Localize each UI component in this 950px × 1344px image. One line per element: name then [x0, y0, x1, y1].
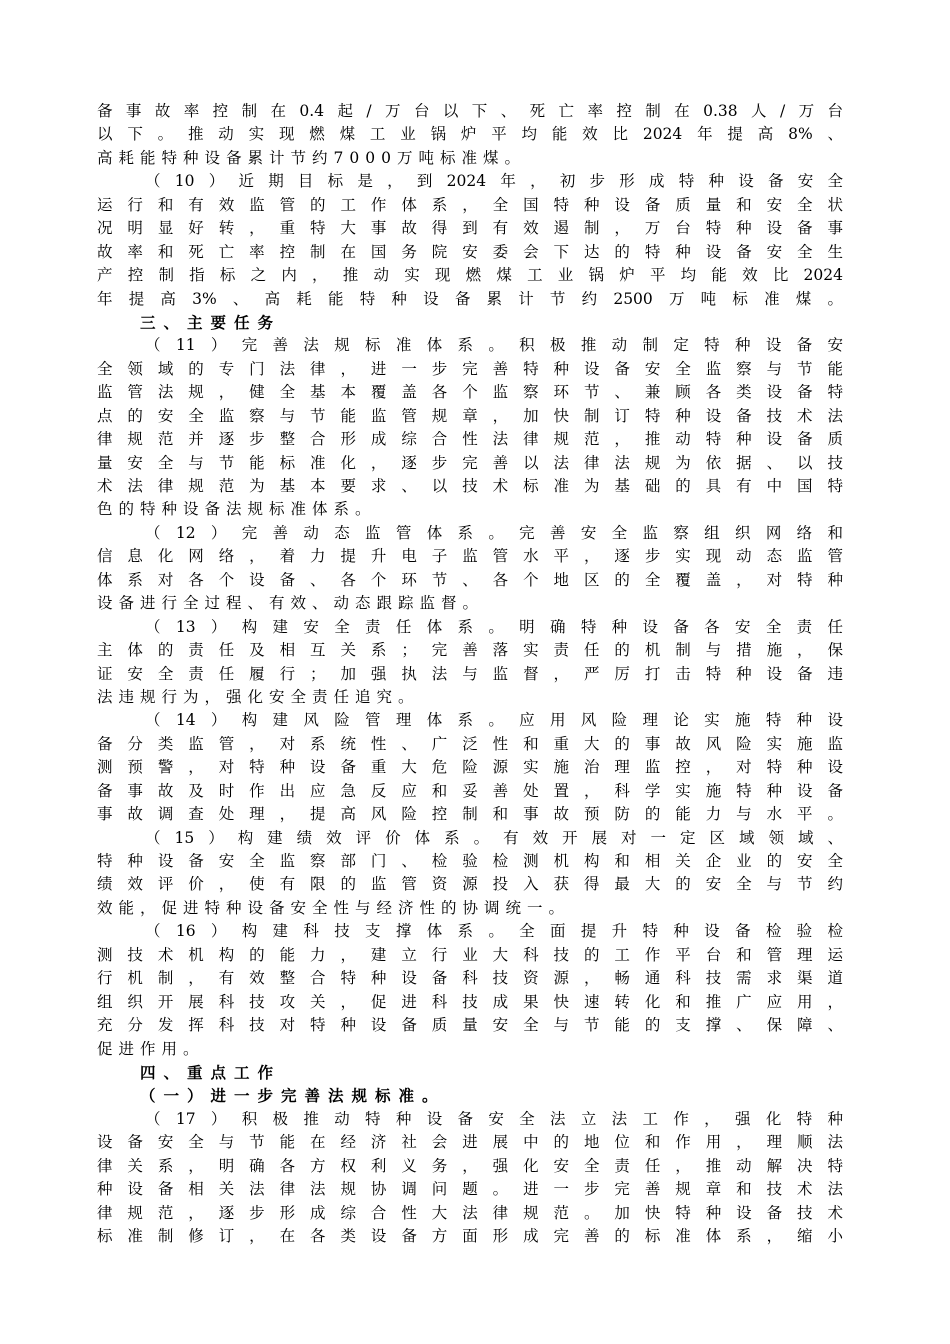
text-line: 色的特种设备法规标准体系。: [97, 500, 377, 519]
paragraph-start-14: （14）构建风险管理体系。应用风险理论实施特种设: [145, 711, 843, 730]
text-line: 促进作用。: [97, 1039, 205, 1058]
text-line: 组织开展科技攻关，促进科技成果快速转化和推广应用，: [97, 992, 843, 1011]
text-line: 监管法规，健全基本覆盖各个监察环节、兼顾各类设备特: [97, 383, 843, 402]
paragraph-start-16: （16）构建科技支撑体系。全面提升特种设备检验检: [145, 922, 843, 941]
text-line: 术法律规范为基本要求、以技术标准为基础的具有中国特: [97, 477, 843, 495]
text-line: 绩效评价，使有限的监管资源投入获得最大的安全与节约: [97, 875, 843, 894]
text-line: 效能，促进特种设备安全性与经济性的协调统一。: [97, 898, 571, 917]
paragraph-start-17: （17）积极推动特种设备安全法立法工作，强化特种: [145, 1109, 843, 1128]
paragraph-start-12: （12）完善动态监管体系。完善安全监察组织网络和: [145, 523, 843, 542]
text-line: 备分类监管，对系统性、广泛性和重大的事故风险实施监: [97, 734, 843, 753]
text-line: 律规范，逐步形成综合性大法律规范。加快特种设备技术: [97, 1203, 843, 1222]
paragraph-start-13: （13）构建安全责任体系。明确特种设备各安全责任: [145, 617, 843, 636]
text-line: 况明显好转，重特大事故得到有效遏制，万台特种设备事: [97, 219, 843, 238]
text-line: 设备安全与节能在经济社会进展中的地位和作用，理顺法: [97, 1133, 843, 1152]
text-line: 故率和死亡率控制在国务院安委会下达的特种设备安全生: [97, 242, 843, 261]
text-line: 证安全责任履行；加强执法与监督，严厉打击特种设备违: [97, 664, 843, 683]
text-line: 测技术机构的能力，建立行业大科技的工作平台和管理运: [97, 945, 843, 964]
text-line: 年提高3%、高耗能特种设备累计节约2500万吨标准煤。: [97, 289, 843, 308]
paragraph-start-10: （10）近期目标是，到2024年，初步形成特种设备安全: [145, 172, 843, 191]
text-line: 全领域的专门法律，进一步完善特种设备安全监察与节能: [97, 359, 843, 378]
text-line: 点的安全监察与节能监管规章，加快制订特种设备技术法: [97, 406, 843, 425]
text-line: 运行和有效监管的工作体系，全国特种设备质量和安全状: [97, 195, 843, 214]
text-line: 律关系，明确各方权利义务，强化安全责任，推动解决特: [97, 1156, 843, 1175]
paragraph-start-11: （11）完善法规标准体系。积极推动制定特种设备安: [145, 336, 843, 355]
section-heading-main-tasks: 三、主要任务: [140, 312, 282, 332]
text-line: 信息化网络，着力提升电子监管水平，逐步实现动态监管: [97, 547, 843, 566]
paragraph-start-15: （15）构建绩效评价体系。有效开展对一定区域领域、: [145, 828, 843, 847]
text-line: 产控制指标之内，推动实现燃煤工业锅炉平均能效比2024: [97, 266, 843, 285]
text-line: 高耗能特种设备累计节约7000万吨标准煤。: [97, 148, 526, 167]
text-line: 法违规行为，强化安全责任追究。: [97, 687, 420, 706]
text-line: 事故调查处理，提高风险控制和事故预防的能力与水平。: [97, 805, 843, 824]
text-line: 测预警，对特种设备重大危险源实施治理监控，对特种设: [97, 758, 843, 777]
text-line: 充分发挥科技对特种设备质量安全与节能的支撑、保障、: [97, 1016, 843, 1035]
text-line: 行机制，有效整合特种设备科技资源，畅通科技需求渠道: [97, 969, 843, 988]
text-line: 备事故及时作出应急反应和妥善处置，科学实施特种设备: [97, 781, 843, 800]
subsection-heading-regulations: （一）进一步完善法规标准。: [140, 1086, 446, 1106]
text-line: 以下。推动实现燃煤工业锅炉平均能效比2024年提高8%、: [97, 125, 843, 144]
text-line: 律规范并逐步整合形成综合性法律规范，推动特种设备质: [97, 430, 843, 449]
text-line: 特种设备安全监察部门、检验检测机构和相关企业的安全: [97, 852, 843, 870]
text-line: 标准制修订，在各类设备方面形成完善的标准体系，缩小: [97, 1227, 843, 1245]
text-line: 种设备相关法律法规协调问题。进一步完善规章和技术法: [97, 1180, 843, 1199]
text-line: 备事故率控制在0.4起/万台以下、死亡率控制在0.38人/万台: [97, 102, 843, 120]
text-line: 主体的责任及相互关系；完善落实责任的机制与措施，保: [97, 641, 843, 660]
document-body: [97, 100, 843, 1248]
text-line: 体系对各个设备、各个环节、各个地区的全覆盖，对特种: [97, 570, 843, 589]
section-heading-key-work: 四、重点工作: [140, 1062, 282, 1082]
text-line: 设备进行全过程、有效、动态跟踪监督。: [97, 594, 485, 613]
text-line: 量安全与节能标准化，逐步完善以法律法规为依据、以技: [97, 453, 843, 472]
